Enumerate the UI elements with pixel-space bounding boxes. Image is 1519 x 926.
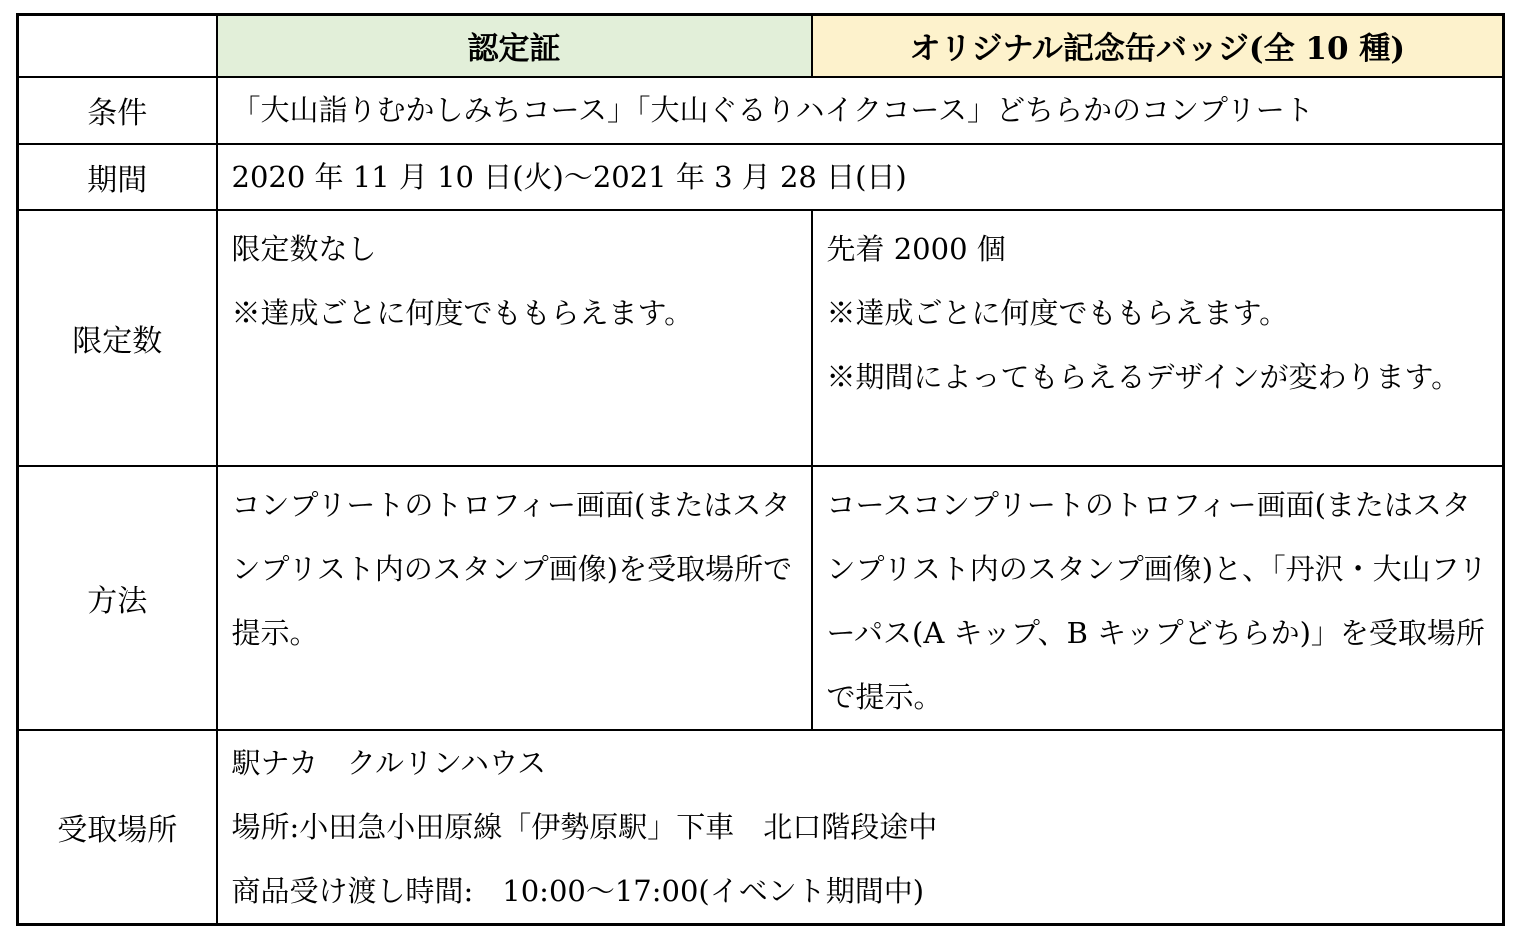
limit-cert-line1: 限定数なし: [231, 231, 377, 266]
condition-row: [18, 77, 1504, 144]
limit-cert-line2: ※達成ごとに何度でももらえます。: [231, 295, 694, 330]
limit-label: 限定数: [18, 210, 217, 466]
limit-badge-cell: [812, 210, 1504, 466]
header-empty-cell: [18, 15, 217, 77]
condition-label: 条件: [18, 77, 217, 144]
method-row: [18, 466, 1504, 730]
pickup-label: 受取場所: [18, 730, 217, 925]
pickup-line3: 商品受け渡し時間: 10:00～17:00(イベント期間中): [231, 873, 925, 908]
pickup-row: [18, 730, 1504, 925]
method-badge-cell: コースコンプリートのトロフィー画面(またはスタンプリスト内のスタンプ画像)と、「丹沢・大山フリーパス(A キップ、B キップどちらか)」を受取場所で提示。: [812, 466, 1504, 730]
header-certificate: 認定証: [217, 15, 812, 77]
method-label: 方法: [18, 466, 217, 730]
limit-badge-line1: 先着 2000 個: [826, 231, 1006, 266]
pickup-line2: 場所:小田急小田原線「伊勢原駅」下車 北口階段途中: [231, 809, 938, 844]
period-text: 2020 年 11 月 10 日(火)～2021 年 3 月 28 日(日): [217, 144, 1504, 210]
header-row: [18, 15, 1504, 77]
pickup-cell: [217, 730, 1504, 925]
period-label: 期間: [18, 144, 217, 210]
limit-badge-line3: ※期間によってもらえるデザインが変わります。: [826, 359, 1461, 394]
period-row: [18, 144, 1504, 210]
limit-row: [18, 210, 1504, 466]
reward-info-table: [16, 13, 1505, 926]
limit-badge-line2: ※達成ごとに何度でももらえます。: [826, 295, 1289, 330]
condition-text: 「大山詣りむかしみちコース」「大山ぐるりハイクコース」どちらかのコンプリート: [217, 77, 1504, 144]
header-badge: オリジナル記念缶バッジ(全 10 種): [812, 15, 1504, 77]
pickup-line1: 駅ナカ クルリンハウス: [231, 745, 547, 780]
limit-certificate-cell: [217, 210, 812, 466]
method-certificate-cell: コンプリートのトロフィー画面(またはスタンプリスト内のスタンプ画像)を受取場所で提示。: [217, 466, 812, 730]
